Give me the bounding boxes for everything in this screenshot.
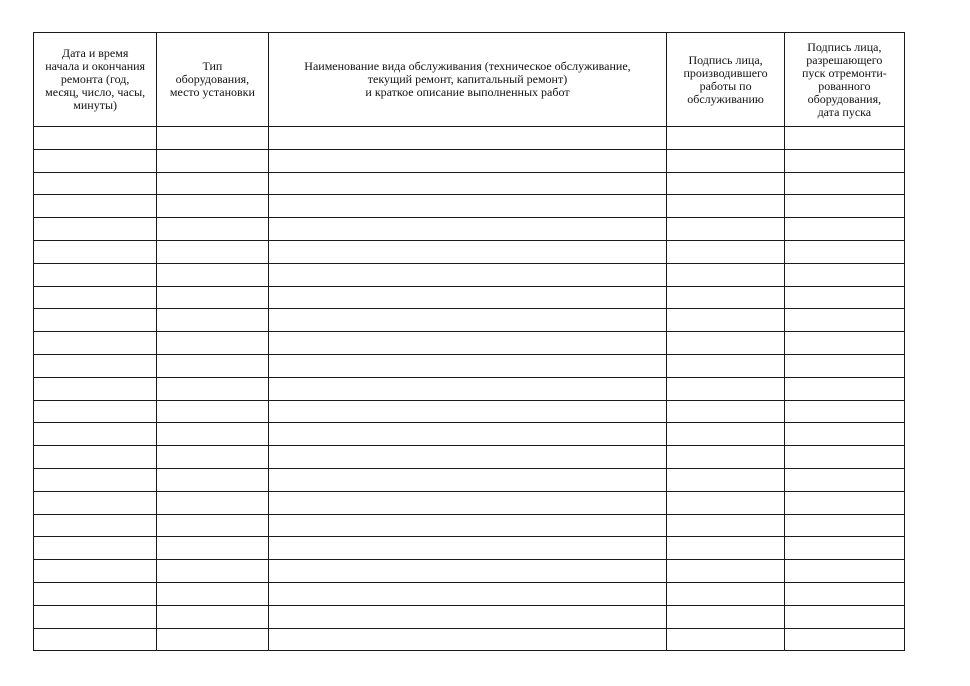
table-cell [34, 605, 157, 628]
table-cell [667, 537, 784, 560]
table-cell [784, 400, 904, 423]
table-row [34, 263, 905, 286]
table-cell [268, 195, 667, 218]
table-cell [34, 127, 157, 150]
table-row [34, 491, 905, 514]
header-service-description [268, 33, 667, 127]
table-cell [667, 332, 784, 355]
table-cell [268, 628, 667, 651]
table-cell [268, 468, 667, 491]
table-cell [34, 423, 157, 446]
table-cell [157, 332, 268, 355]
table-cell [268, 263, 667, 286]
table-cell [784, 286, 904, 309]
table-cell [157, 582, 268, 605]
table-row [34, 582, 905, 605]
table-cell [784, 468, 904, 491]
table-cell [784, 628, 904, 651]
table-cell [268, 491, 667, 514]
table-cell [784, 582, 904, 605]
table-cell [34, 560, 157, 583]
table-cell [157, 286, 268, 309]
table-cell [34, 354, 157, 377]
header-equipment [157, 33, 268, 127]
table-cell [667, 149, 784, 172]
table-row [34, 309, 905, 332]
table-cell [667, 446, 784, 469]
table-cell [34, 582, 157, 605]
table-cell [784, 446, 904, 469]
table-row [34, 537, 905, 560]
table-cell [34, 491, 157, 514]
table-cell [268, 514, 667, 537]
table-cell [157, 309, 268, 332]
table-cell [784, 377, 904, 400]
header-worker-signature [667, 33, 784, 127]
table-cell [784, 491, 904, 514]
header-startup-signature [784, 33, 904, 127]
table-cell [34, 195, 157, 218]
table-cell [784, 332, 904, 355]
table-cell [667, 263, 784, 286]
header-worker-signature-label: Подпись лица, производившего работы по обслуживанию [683, 52, 768, 106]
table-cell [667, 514, 784, 537]
table-cell [157, 468, 268, 491]
table-cell [268, 446, 667, 469]
table-cell [784, 195, 904, 218]
table-cell [157, 514, 268, 537]
table-row [34, 354, 905, 377]
table-cell [268, 377, 667, 400]
table-cell [34, 309, 157, 332]
table-cell [268, 605, 667, 628]
table-cell [784, 149, 904, 172]
table-row [34, 240, 905, 263]
table-cell [34, 514, 157, 537]
table-cell [667, 286, 784, 309]
table-cell [34, 286, 157, 309]
table-cell [784, 605, 904, 628]
table-cell [268, 400, 667, 423]
table-cell [268, 537, 667, 560]
table-cell [268, 149, 667, 172]
table-cell [667, 468, 784, 491]
table-cell [268, 309, 667, 332]
header-service-description-label: Наименование вида обслуживания (техническое обслуживание, текущий ремонт, капитальный ремонт) и краткое описание выполненных работ [304, 59, 631, 99]
table-cell [157, 446, 268, 469]
table-cell [157, 423, 268, 446]
table-row [34, 286, 905, 309]
table-cell [268, 127, 667, 150]
table-cell [268, 332, 667, 355]
table-cell [268, 240, 667, 263]
table-row [34, 423, 905, 446]
table-cell [268, 354, 667, 377]
table-body [34, 127, 905, 651]
table-cell [34, 149, 157, 172]
table-cell [667, 218, 784, 241]
table-cell [268, 286, 667, 309]
table-cell [667, 309, 784, 332]
table-cell [667, 240, 784, 263]
table-cell [784, 172, 904, 195]
table-cell [268, 423, 667, 446]
table-cell [667, 605, 784, 628]
table-row [34, 514, 905, 537]
table-cell [157, 240, 268, 263]
table-cell [157, 537, 268, 560]
table-row [34, 377, 905, 400]
table-cell [157, 218, 268, 241]
table-cell [667, 354, 784, 377]
table-row [34, 149, 905, 172]
header-row [34, 33, 905, 127]
table-row [34, 400, 905, 423]
table-cell [667, 127, 784, 150]
table-cell [34, 537, 157, 560]
table-row [34, 172, 905, 195]
table-cell [34, 332, 157, 355]
header-datetime-label: Дата и время начала и окончания ремонта (год, месяц, число, часы, минуты) [45, 46, 146, 112]
table-cell [784, 263, 904, 286]
table-cell [784, 354, 904, 377]
table-cell [667, 377, 784, 400]
table-cell [157, 354, 268, 377]
table-cell [667, 400, 784, 423]
table-row [34, 468, 905, 491]
table-cell [157, 127, 268, 150]
table-cell [268, 582, 667, 605]
table-cell [268, 218, 667, 241]
table-cell [667, 423, 784, 446]
table-cell [268, 560, 667, 583]
table-row [34, 127, 905, 150]
table-cell [784, 240, 904, 263]
table-cell [34, 218, 157, 241]
header-startup-signature-label: Подпись лица, разрешающего пуск отремонти- рованного оборудования, дата пуска [801, 39, 887, 119]
table-cell [667, 195, 784, 218]
table-cell [34, 263, 157, 286]
table-cell [157, 195, 268, 218]
table-cell [157, 377, 268, 400]
table-cell [784, 514, 904, 537]
table-cell [784, 537, 904, 560]
table-cell [667, 628, 784, 651]
table-cell [784, 127, 904, 150]
table-cell [34, 628, 157, 651]
table-row [34, 446, 905, 469]
table-cell [34, 468, 157, 491]
table-cell [268, 172, 667, 195]
table-cell [34, 377, 157, 400]
table-cell [667, 491, 784, 514]
table-cell [34, 240, 157, 263]
table-cell [157, 628, 268, 651]
maintenance-log-table [33, 32, 905, 651]
table-row [34, 628, 905, 651]
table-cell [157, 560, 268, 583]
table-cell [784, 218, 904, 241]
table-cell [667, 560, 784, 583]
table-cell [34, 400, 157, 423]
table-row [34, 560, 905, 583]
table-cell [667, 172, 784, 195]
table-cell [784, 309, 904, 332]
header-datetime [34, 33, 157, 127]
table-cell [157, 263, 268, 286]
table-row [34, 195, 905, 218]
table-row [34, 605, 905, 628]
header-equipment-label: Тип оборудования, место установки [169, 59, 255, 99]
table-cell [34, 172, 157, 195]
table-cell [157, 400, 268, 423]
table-cell [784, 560, 904, 583]
table-cell [784, 423, 904, 446]
table-row [34, 332, 905, 355]
table-cell [157, 172, 268, 195]
table-row [34, 218, 905, 241]
table-cell [157, 605, 268, 628]
table-cell [157, 149, 268, 172]
table-cell [34, 446, 157, 469]
table-cell [667, 582, 784, 605]
table-cell [157, 491, 268, 514]
